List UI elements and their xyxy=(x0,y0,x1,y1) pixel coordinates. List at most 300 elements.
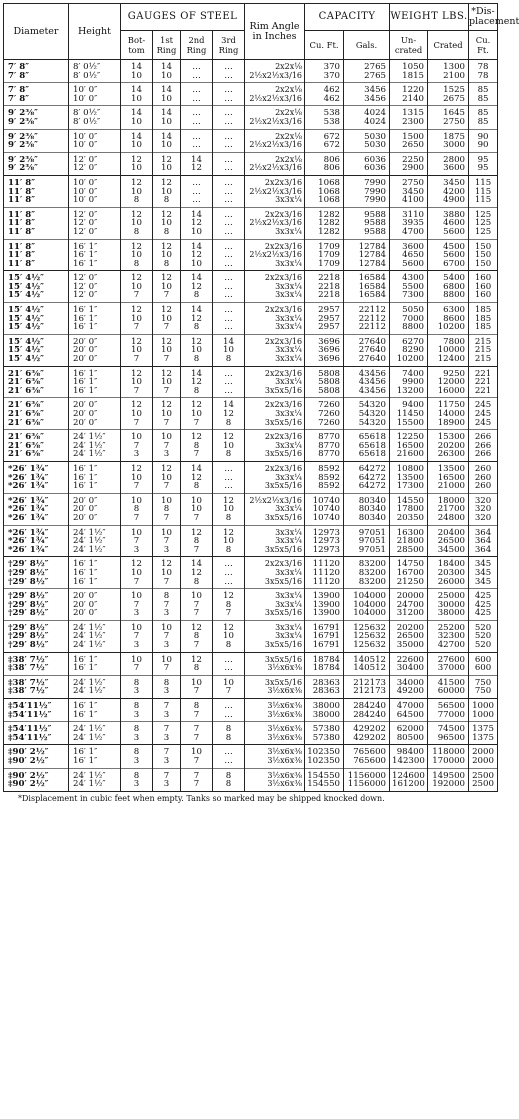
ring3-gauge-cell: … xyxy=(213,175,245,187)
displacement-cell: 78 xyxy=(469,60,498,72)
ring2-gauge-cell: … xyxy=(181,188,213,197)
ring3-gauge-cell: 10 xyxy=(213,442,245,451)
rim-angle-cell: 2x2x3/16 xyxy=(245,175,305,187)
bottom-gauge-cell: 10 xyxy=(121,219,153,228)
ring2-gauge-cell: 8 xyxy=(181,291,213,302)
diameter-cell: †29′ 8½″ xyxy=(4,578,69,589)
weight-uncrated-cell: 1315 xyxy=(390,106,428,118)
ring2-gauge-cell: 14 xyxy=(181,557,213,569)
diameter-cell: 21′ 6⅜″ xyxy=(4,366,69,378)
weight-crated-cell: 18400 xyxy=(428,557,469,569)
capacity-cuft-cell: 102350 xyxy=(305,757,344,768)
diameter-cell: 21′ 6⅜″ xyxy=(4,450,69,461)
weight-crated-cell: 149500 xyxy=(428,768,469,780)
bottom-gauge-cell: 12 xyxy=(121,366,153,378)
ring1-gauge-cell: 12 xyxy=(153,271,181,283)
ring2-gauge-cell: 12 xyxy=(181,378,213,387)
ring1-gauge-cell: 14 xyxy=(153,106,181,118)
capacity-cuft-cell: 12973 xyxy=(305,525,344,537)
capacity-gals-cell: 43456 xyxy=(344,387,390,398)
weight-crated-cell: 6700 xyxy=(428,260,469,271)
tank-size-group xyxy=(4,366,498,398)
ring2-gauge-cell: 14 xyxy=(181,207,213,219)
rim-angle-cell: 3x5x5/16 xyxy=(245,675,305,687)
ring1-gauge-cell: 7 xyxy=(153,442,181,451)
weight-crated-cell: 26300 xyxy=(428,450,469,461)
displacement-cell: 115 xyxy=(469,175,498,187)
rim-angle-cell: 3x3x¼ xyxy=(245,291,305,302)
diameter-cell: 7′ 8″ xyxy=(4,95,69,106)
table-row xyxy=(4,430,498,442)
bottom-gauge-cell: 3 xyxy=(121,734,153,745)
table-row xyxy=(4,83,498,95)
table-row xyxy=(4,303,498,315)
ring1-gauge-cell: 3 xyxy=(153,546,181,557)
ring1-gauge-cell: 12 xyxy=(153,303,181,315)
capacity-gals-cell: 16584 xyxy=(344,283,390,292)
diameter-cell: 9′ 2⅜″ xyxy=(4,106,69,118)
capacity-gals-cell: 27640 xyxy=(344,355,390,366)
diameter-cell: *26′ 1¾″ xyxy=(4,474,69,483)
displacement-cell: 520 xyxy=(469,641,498,652)
capacity-cuft-cell: 12973 xyxy=(305,537,344,546)
bottom-gauge-cell: 10 xyxy=(121,251,153,260)
ring1-gauge-cell: 12 xyxy=(153,366,181,378)
weight-uncrated-cell: 4300 xyxy=(390,271,428,283)
ring1-gauge-cell: 8 xyxy=(153,675,181,687)
ring3-gauge-cell: 10 xyxy=(213,537,245,546)
diameter-cell: 9′ 2⅜″ xyxy=(4,164,69,175)
capacity-cuft-cell: 2957 xyxy=(305,303,344,315)
rim-angle-cell: 3x3x¼ xyxy=(245,283,305,292)
rim-angle-cell: 2x2x3/16 xyxy=(245,334,305,346)
height-header: Height xyxy=(69,4,121,60)
bottom-gauge-cell: 7 xyxy=(121,601,153,610)
ring1-gauge-cell: 14 xyxy=(153,60,181,72)
diameter-cell: †29′ 8½″ xyxy=(4,609,69,620)
ring1-gauge-cell: 8 xyxy=(153,589,181,601)
table-row xyxy=(4,699,498,711)
ring2-gauge-cell: 8 xyxy=(181,578,213,589)
weight-crated-cell: 56500 xyxy=(428,699,469,711)
weight-uncrated-cell: 20000 xyxy=(390,589,428,601)
ring2-gauge-cell: 7 xyxy=(181,546,213,557)
bottom-gauge-cell: 7 xyxy=(121,291,153,302)
weight-uncrated-cell: 17800 xyxy=(390,505,428,514)
ring2-gauge-cell: … xyxy=(181,60,213,72)
weight-crated-cell: 3600 xyxy=(428,164,469,175)
rim-angle-cell: 2½x2½x3/16 xyxy=(245,141,305,152)
capacity-cuft-cell: 3696 xyxy=(305,355,344,366)
tank-size-group xyxy=(4,525,498,557)
height-cell: 10′ 0″ xyxy=(69,83,121,95)
ring2-gauge-cell: 8 xyxy=(181,482,213,493)
diameter-cell: 11′ 8″ xyxy=(4,228,69,239)
bottom-gauge-cell: 7 xyxy=(121,537,153,546)
weight-uncrated-cell: 2750 xyxy=(390,175,428,187)
bottom-gauge-cell: 7 xyxy=(121,664,153,675)
capacity-cuft-cell: 11120 xyxy=(305,557,344,569)
ring2-gauge-cell: 7 xyxy=(181,734,213,745)
displacement-cell: 78 xyxy=(469,72,498,83)
bottom-gauge-cell: 10 xyxy=(121,410,153,419)
displacement-cell: 600 xyxy=(469,664,498,675)
bottom-gauge-cell: 10 xyxy=(121,652,153,664)
bottom-gauge-cell: 10 xyxy=(121,474,153,483)
capacity-cuft-cell: 13900 xyxy=(305,589,344,601)
weight-crated-cell: 4600 xyxy=(428,219,469,228)
displacement-cell: 125 xyxy=(469,207,498,219)
height-cell: 10′ 0″ xyxy=(69,95,121,106)
rim-angle-cell: 2x2x⅛ xyxy=(245,106,305,118)
table-row xyxy=(4,323,498,334)
ring3-gauge-cell: … xyxy=(213,95,245,106)
ring2-gauge-cell: 8 xyxy=(181,632,213,641)
ring2-gauge-cell: 12 xyxy=(181,315,213,324)
ring2-gauge-cell: 12 xyxy=(181,251,213,260)
table-row xyxy=(4,95,498,106)
table-row xyxy=(4,118,498,129)
capacity-gals-cell: 97051 xyxy=(344,525,390,537)
height-cell: 16′ 1″ xyxy=(69,569,121,578)
weight-uncrated-cell: 2300 xyxy=(390,118,428,129)
diameter-cell: 9′ 2⅜″ xyxy=(4,129,69,141)
diameter-cell: ‡54′11½″ xyxy=(4,699,69,711)
weight-crated-cell: 3000 xyxy=(428,141,469,152)
rim-angle-cell: 3x3x¼ xyxy=(245,355,305,366)
height-cell: 20′ 0″ xyxy=(69,398,121,410)
capacity-gals-cell: 6036 xyxy=(344,164,390,175)
rim-angle-cell: 2x2x3/16 xyxy=(245,398,305,410)
rim-angle-cell: 3½x6x⅜ xyxy=(245,711,305,722)
ring1-gauge-cell: 12 xyxy=(153,207,181,219)
ring3-gauge-cell: 8 xyxy=(213,780,245,791)
capacity-gals-cell: 125632 xyxy=(344,641,390,652)
ring1-gauge-cell: 7 xyxy=(153,514,181,525)
capacity-cuft-cell: 5808 xyxy=(305,387,344,398)
rim-angle-cell: 2x2x⅛ xyxy=(245,152,305,164)
capacity-gals-cell: 3456 xyxy=(344,95,390,106)
ring1-gauge-cell: 12 xyxy=(153,461,181,473)
ring1-gauge-cell: 12 xyxy=(153,175,181,187)
height-cell: 24′ 1½″ xyxy=(69,675,121,687)
tank-size-group xyxy=(4,699,498,722)
rim-angle-cell: 3x5x5/16 xyxy=(245,609,305,620)
table-row xyxy=(4,72,498,83)
height-cell: 10′ 0″ xyxy=(69,141,121,152)
weight-crated-cell: 34500 xyxy=(428,546,469,557)
rim-angle-cell: 3x3x¼ xyxy=(245,569,305,578)
capacity-cuft-cell: 16791 xyxy=(305,641,344,652)
capacity-gals-cell: 27640 xyxy=(344,334,390,346)
capacity-gals-cell: 104000 xyxy=(344,609,390,620)
table-row xyxy=(4,664,498,675)
displacement-cell: 750 xyxy=(469,687,498,698)
diameter-cell: 15′ 4½″ xyxy=(4,283,69,292)
height-cell: 12′ 0″ xyxy=(69,207,121,219)
ring1-gauge-cell: 7 xyxy=(153,537,181,546)
weight-uncrated-cell: 8290 xyxy=(390,346,428,355)
bottom-gauge-cell: 10 xyxy=(121,525,153,537)
diameter-cell: †29′ 8½″ xyxy=(4,632,69,641)
ring3-gauge-cell: … xyxy=(213,745,245,757)
ring3-gauge-cell: … xyxy=(213,303,245,315)
ring2-gauge-cell: 7 xyxy=(181,757,213,768)
ring2-gauge-cell: 12 xyxy=(181,164,213,175)
table-row xyxy=(4,228,498,239)
rim-angle-cell: 3½x6x⅜ xyxy=(245,699,305,711)
ring3-gauge-cell: … xyxy=(213,378,245,387)
height-cell: 24′ 1½″ xyxy=(69,537,121,546)
height-cell: 10′ 0″ xyxy=(69,175,121,187)
ring2-gauge-cell: 10 xyxy=(181,745,213,757)
displacement-cell: 215 xyxy=(469,334,498,346)
tank-size-group xyxy=(4,675,498,698)
weight-uncrated-cell: 4100 xyxy=(390,196,428,207)
ring1-gauge-cell: 3 xyxy=(153,687,181,698)
ring2-gauge-cell: 8 xyxy=(181,442,213,451)
diameter-cell: 7′ 8″ xyxy=(4,72,69,83)
height-cell: 24′ 1½″ xyxy=(69,430,121,442)
ring2-gauge-cell: 10 xyxy=(181,260,213,271)
rim-angle-cell: 2x2x3/16 xyxy=(245,239,305,251)
weight-uncrated-cell: 10800 xyxy=(390,461,428,473)
diameter-cell: 11′ 8″ xyxy=(4,196,69,207)
displacement-cell: 520 xyxy=(469,632,498,641)
weight-crated-cell: 12400 xyxy=(428,355,469,366)
height-cell: 20′ 0″ xyxy=(69,601,121,610)
capacity-gals-cell: 12784 xyxy=(344,251,390,260)
capacity-cuft-cell: 10740 xyxy=(305,514,344,525)
ring1-gauge-cell: 10 xyxy=(153,315,181,324)
capacity-gals-cell: 765600 xyxy=(344,757,390,768)
ring2-gauge-cell: 10 xyxy=(181,675,213,687)
height-cell: 12′ 0″ xyxy=(69,271,121,283)
capacity-cuft-cell: 2218 xyxy=(305,283,344,292)
ring3-gauge-cell: 12 xyxy=(213,589,245,601)
displacement-cell: 221 xyxy=(469,378,498,387)
weight-uncrated-cell: 3450 xyxy=(390,188,428,197)
capacity-cuft-cell: 57380 xyxy=(305,722,344,734)
ring1-gauge-header: 1st Ring xyxy=(153,31,181,60)
height-cell: 16′ 1″ xyxy=(69,315,121,324)
ring2-gauge-cell: 14 xyxy=(181,239,213,251)
capacity-gals-cell: 212173 xyxy=(344,675,390,687)
capacity-gals-cell: 65618 xyxy=(344,442,390,451)
displacement-cell: 364 xyxy=(469,546,498,557)
weight-uncrated-cell: 80500 xyxy=(390,734,428,745)
weight-crated-cell: 4200 xyxy=(428,188,469,197)
rim-angle-cell: 3x3x¼ xyxy=(245,474,305,483)
diameter-cell: ‡90′ 2½″ xyxy=(4,757,69,768)
rim-angle-cell: 2x2x3/16 xyxy=(245,207,305,219)
ring1-gauge-cell: 8 xyxy=(153,196,181,207)
weight-crated-cell: 1645 xyxy=(428,106,469,118)
weight-crated-cell: 6300 xyxy=(428,303,469,315)
weight-crated-cell: 5400 xyxy=(428,271,469,283)
displacement-cell: 95 xyxy=(469,164,498,175)
capacity-cuft-cell: 28363 xyxy=(305,675,344,687)
ring1-gauge-cell: 7 xyxy=(153,768,181,780)
diameter-cell: 7′ 8″ xyxy=(4,83,69,95)
capacity-cuft-cell: 18784 xyxy=(305,664,344,675)
displacement-cell: 320 xyxy=(469,493,498,505)
height-cell: 16′ 1″ xyxy=(69,664,121,675)
diameter-cell: 9′ 2⅜″ xyxy=(4,118,69,129)
height-cell: 12′ 0″ xyxy=(69,283,121,292)
ring2-gauge-cell: 12 xyxy=(181,525,213,537)
displacement-cell: 320 xyxy=(469,514,498,525)
weight-uncrated-cell: 15500 xyxy=(390,419,428,430)
capacity-gals-cell: 429202 xyxy=(344,734,390,745)
ring3-gauge-cell: … xyxy=(213,207,245,219)
diameter-cell: †29′ 8½″ xyxy=(4,620,69,632)
capacity-gals-cell: 9588 xyxy=(344,228,390,239)
diameter-cell: 21′ 6⅜″ xyxy=(4,398,69,410)
weight-uncrated-cell: 9900 xyxy=(390,378,428,387)
capacity-cuft-cell: 13900 xyxy=(305,609,344,620)
diameter-cell: ‡90′ 2½″ xyxy=(4,780,69,791)
height-cell: 16′ 1″ xyxy=(69,745,121,757)
displacement-cell: 600 xyxy=(469,652,498,664)
table-row xyxy=(4,387,498,398)
weight-uncrated-cell: 2140 xyxy=(390,95,428,106)
weight-crated-cell: 25200 xyxy=(428,620,469,632)
weight-crated-cell: 192000 xyxy=(428,780,469,791)
bottom-gauge-cell: 7 xyxy=(121,419,153,430)
ring2-gauge-cell: 12 xyxy=(181,474,213,483)
ring2-gauge-cell: 12 xyxy=(181,430,213,442)
capacity-gals-cell: 12784 xyxy=(344,239,390,251)
weight-uncrated-cell: 16500 xyxy=(390,442,428,451)
capacity-gals-cell: 80340 xyxy=(344,505,390,514)
weight-crated-cell: 20200 xyxy=(428,442,469,451)
ring1-gauge-cell: 10 xyxy=(153,474,181,483)
weight-crated-cell: 1525 xyxy=(428,83,469,95)
tank-size-group xyxy=(4,334,498,366)
rim-angle-cell: 3x3x¼ xyxy=(245,525,305,537)
capacity-gals-cell: 284240 xyxy=(344,711,390,722)
weight-crated-cell: 2750 xyxy=(428,118,469,129)
height-cell: 20′ 0″ xyxy=(69,410,121,419)
table-row xyxy=(4,589,498,601)
height-cell: 20′ 0″ xyxy=(69,609,121,620)
capacity-cuft-cell: 1282 xyxy=(305,219,344,228)
rim-angle-cell: 3x3x¼ xyxy=(245,601,305,610)
ring3-gauge-cell: … xyxy=(213,164,245,175)
displacement-cell: 125 xyxy=(469,219,498,228)
displacement-cell: 245 xyxy=(469,398,498,410)
rim-angle-cell: 3x5x5/16 xyxy=(245,419,305,430)
table-row xyxy=(4,141,498,152)
bottom-gauge-cell: 12 xyxy=(121,557,153,569)
displacement-cell: 150 xyxy=(469,239,498,251)
weight-uncrated-cell: 5600 xyxy=(390,260,428,271)
weight-uncrated-cell: 2900 xyxy=(390,164,428,175)
ring1-gauge-cell: 3 xyxy=(153,734,181,745)
ring3-gauge-cell: 10 xyxy=(213,346,245,355)
displacement-cell: 266 xyxy=(469,430,498,442)
capacity-gals-cell: 2765 xyxy=(344,60,390,72)
capacity-cuft-cell: 8770 xyxy=(305,430,344,442)
capacity-gals-cell: 16584 xyxy=(344,291,390,302)
ring1-gauge-cell: 10 xyxy=(153,493,181,505)
weight-uncrated-cell: 8800 xyxy=(390,323,428,334)
capacity-cuft-cell: 2218 xyxy=(305,291,344,302)
weight-uncrated-cell: 1500 xyxy=(390,129,428,141)
displacement-cell: 345 xyxy=(469,557,498,569)
capacity-gals-cell: 7990 xyxy=(344,175,390,187)
weight-uncrated-cell: 2650 xyxy=(390,141,428,152)
ring1-gauge-cell: 12 xyxy=(153,152,181,164)
bottom-gauge-cell: 8 xyxy=(121,196,153,207)
capacity-gals-cell: 80340 xyxy=(344,493,390,505)
table-row xyxy=(4,260,498,271)
ring1-gauge-cell: 3 xyxy=(153,641,181,652)
ring2-gauge-cell: 10 xyxy=(181,346,213,355)
capacity-cuft-cell: 5808 xyxy=(305,366,344,378)
weight-uncrated-cell: 7000 xyxy=(390,315,428,324)
bottom-gauge-cell: 8 xyxy=(121,768,153,780)
diameter-cell: 9′ 2⅜″ xyxy=(4,152,69,164)
capacity-cuft-cell: 10740 xyxy=(305,493,344,505)
bottom-gauge-cell: 10 xyxy=(121,620,153,632)
ring3-gauge-cell: … xyxy=(213,711,245,722)
rim-angle-cell: 2x2x⅛ xyxy=(245,83,305,95)
height-cell: 12′ 0″ xyxy=(69,219,121,228)
rim-angle-cell: 3x3x¼ xyxy=(245,632,305,641)
rim-angle-cell: 3x5x5/16 xyxy=(245,514,305,525)
ring1-gauge-cell: 7 xyxy=(153,578,181,589)
weight-crated-cell: 8600 xyxy=(428,315,469,324)
rim-angle-cell: 3½x6x⅜ xyxy=(245,768,305,780)
ring1-gauge-cell: 10 xyxy=(153,410,181,419)
weight-uncrated-cell: 9400 xyxy=(390,398,428,410)
rim-angle-cell: 3x3x¼ xyxy=(245,346,305,355)
weight-uncrated-cell: 12250 xyxy=(390,430,428,442)
diameter-cell: 21′ 6⅜″ xyxy=(4,419,69,430)
rim-angle-cell: 3x3x¼ xyxy=(245,589,305,601)
weight-crated-cell: 3450 xyxy=(428,175,469,187)
table-row xyxy=(4,711,498,722)
capacity-cuft-cell: 38000 xyxy=(305,711,344,722)
capacity-cuft-cell: 8592 xyxy=(305,474,344,483)
ring2-gauge-cell: … xyxy=(181,83,213,95)
height-cell: 24′ 1½″ xyxy=(69,768,121,780)
diameter-cell: 15′ 4½″ xyxy=(4,271,69,283)
weight-uncrated-cell: 3600 xyxy=(390,239,428,251)
capacity-gals-cell: 65618 xyxy=(344,430,390,442)
ring1-gauge-cell: 14 xyxy=(153,129,181,141)
ring3-gauge-cell: … xyxy=(213,196,245,207)
ring1-gauge-cell: 10 xyxy=(153,283,181,292)
weight-uncrated-cell: 6270 xyxy=(390,334,428,346)
height-cell: 24′ 1½″ xyxy=(69,780,121,791)
bottom-gauge-cell: 14 xyxy=(121,106,153,118)
weight-uncrated-cell: 10200 xyxy=(390,355,428,366)
capacity-cuft-cell: 462 xyxy=(305,95,344,106)
height-cell: 20′ 0″ xyxy=(69,514,121,525)
height-cell: 20′ 0″ xyxy=(69,493,121,505)
displacement-cell: 90 xyxy=(469,129,498,141)
diameter-cell: ‡54′11½″ xyxy=(4,734,69,745)
ring2-gauge-cell: 14 xyxy=(181,152,213,164)
ring1-gauge-cell: 7 xyxy=(153,664,181,675)
displacement-cell: 221 xyxy=(469,387,498,398)
diameter-cell: 7′ 8″ xyxy=(4,60,69,72)
ring2-gauge-cell: 7 xyxy=(181,641,213,652)
capacity-cuft-cell: 370 xyxy=(305,72,344,83)
